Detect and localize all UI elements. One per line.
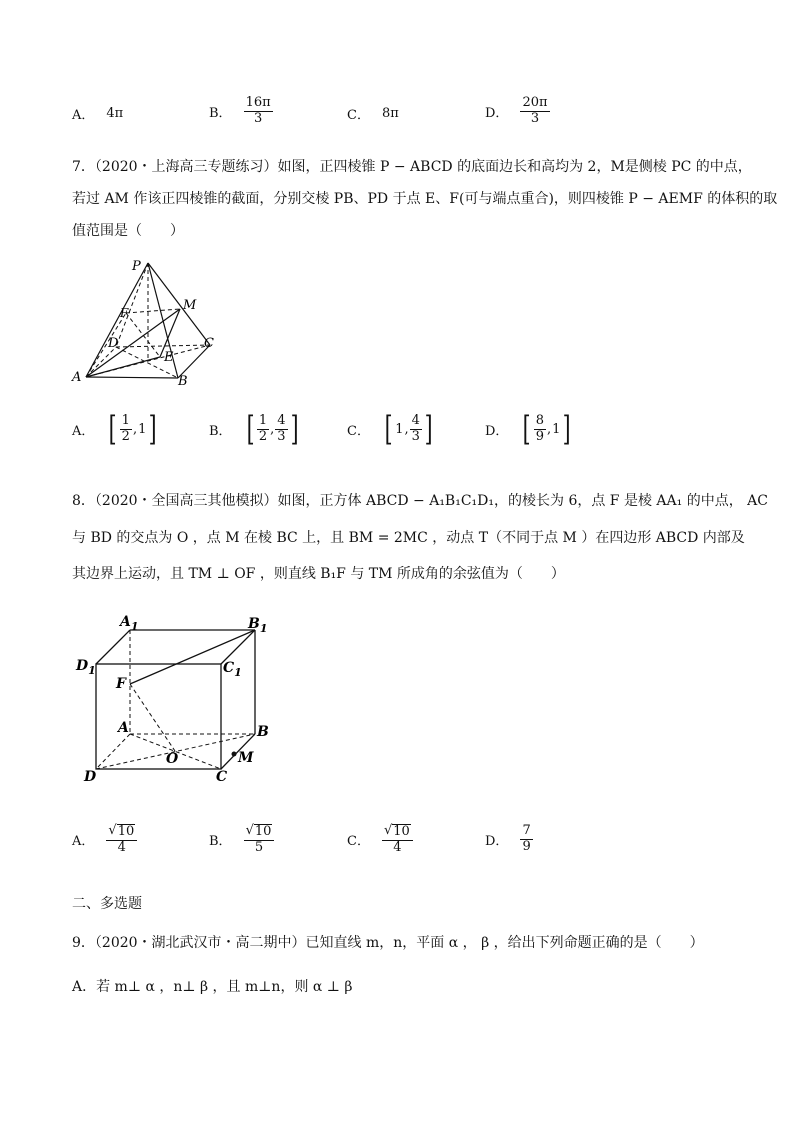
fraction: $\frac{7}{9}$ (522, 823, 531, 854)
label-c: C (216, 769, 228, 785)
section-fe-hidden (126, 313, 160, 357)
label-f: F (120, 306, 129, 320)
q8-cube-figure (72, 606, 282, 786)
q6-option-c: C． 8π (347, 106, 399, 123)
label-p: P (132, 259, 141, 274)
label-a: A (72, 370, 82, 385)
q7-pyramid-figure (70, 255, 230, 390)
q7-stem-line1: 7．（2020・上海高三专题练习）如图，正四棱锥 P − ABCD 的底面边长和高均为 2，M是侧棱 PC 的中点， (72, 159, 752, 175)
label-a1: $A_1$ (120, 614, 139, 633)
q8-stem-line3: 其边界上运动，且 TM ⊥ OF ，则直线 B₁F 与 TM 所成角的余弦值为（ ） (72, 566, 565, 582)
q8-option-c: C． √ 10 4 (347, 824, 413, 856)
label-c1: $C_1$ (223, 660, 242, 679)
section-fm-hidden (126, 309, 180, 313)
fraction: √ 10 4 (382, 824, 413, 856)
edge-pb (148, 263, 178, 378)
label-o: O (166, 751, 179, 767)
label-m: M (238, 750, 254, 766)
q8-stem-line1: 8．（2020・全国高三其他模拟）如图，正方体 ABCD − A₁B₁C₁D₁，的棱长为 6，点 F 是棱 AA₁ 的中点， AC (72, 493, 768, 509)
edge-ab (86, 377, 178, 378)
edge-pa (86, 263, 148, 377)
segment-fo-hidden (130, 684, 175, 751)
edge-pc (148, 263, 210, 345)
q7-option-a: A． [ $\frac{1}{2}$ , 1 ] (72, 412, 160, 446)
q8-option-a: A． √ 10 4 (72, 824, 137, 856)
label-b: B (178, 374, 188, 389)
label-e: E (164, 350, 174, 365)
q6-option-a: A． 4π (72, 106, 124, 123)
interval: [ 1 , $\frac{4}{3}$ ] (384, 409, 433, 449)
label-d1: $D_1$ (76, 658, 96, 677)
label-a: A (118, 720, 129, 736)
fraction: √ 10 4 (106, 824, 137, 856)
q7-stem-line3: 值范围是（ ） (72, 223, 184, 239)
label-d: D (84, 769, 97, 785)
q7-stem-line2: 若过 AM 作该正四棱锥的截面，分别交棱 PB、PD 于点 E、F(可与端点重合)，则四棱锥 P − AEMF 的体积的取 (72, 191, 778, 207)
q9-stem: 9．（2020・湖北武汉市・高二期中）已知直线 m，n，平面 α ， β ，给出下列命题正确的是（ ） (72, 935, 704, 951)
label-b: B (257, 724, 269, 740)
q8-option-b: B． √ 10 5 (209, 824, 274, 856)
point-m (232, 752, 237, 757)
fraction: √ 10 5 (244, 824, 275, 856)
q8-stem-line2: 与 BD 的交点为 O ，点 M 在棱 BC 上，且 BM = 2MC ，动点 T（不同于点 M ）在四边形 ABCD 内部及 (72, 530, 745, 546)
label-b1: $B_1$ (248, 616, 268, 635)
section-title-multiple-choice: 二、多选题 (72, 896, 142, 912)
interval: [ $\frac{1}{2}$ , $\frac{4}{3}$ ] (246, 409, 299, 449)
front-face (96, 664, 221, 769)
q6-option-d: D． $\frac{20\pi}{3}$ (485, 95, 548, 126)
fraction: $\frac{16\pi}{3}$ (245, 95, 271, 126)
edge-pd-hidden (116, 263, 148, 347)
label-d: D (108, 336, 119, 351)
fraction: $\frac{20\pi}{3}$ (522, 95, 548, 126)
q7-option-d: D． [ $\frac{8}{9}$ , 1 ] (485, 412, 574, 446)
q7-option-b: B． [ $\frac{1}{2}$ , $\frac{4}{3}$ ] (209, 412, 301, 446)
label-c: C (204, 336, 214, 351)
interval: [ $\frac{1}{2}$ , 1 ] (109, 409, 157, 449)
q8-option-d: D． $\frac{7}{9}$ (485, 823, 531, 854)
label-f: F (116, 676, 126, 692)
q9-option-a: A．若 m⊥ α ，n⊥ β ，且 m⊥n，则 α ⊥ β (72, 979, 353, 995)
q7-option-c: C． [ 1 , $\frac{4}{3}$ ] (347, 412, 435, 446)
edge-ad-hidden (96, 734, 130, 769)
interval: [ $\frac{8}{9}$ , 1 ] (523, 409, 572, 449)
q6-option-b: B． $\frac{16\pi}{3}$ (209, 95, 271, 126)
label-m: M (183, 298, 197, 313)
